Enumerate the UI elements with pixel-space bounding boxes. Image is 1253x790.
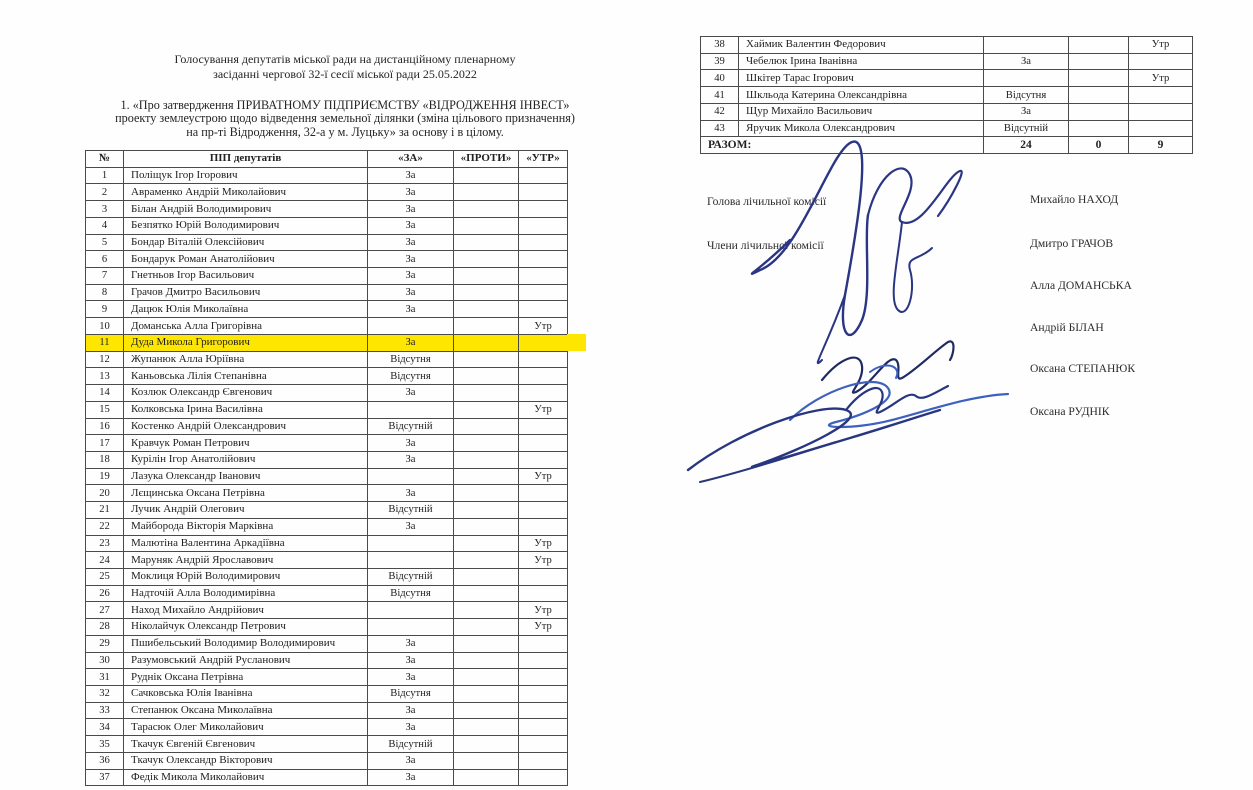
deputy-name-cell: Разумовський Андрій Русланович [124,652,368,669]
vote-utr-cell [519,752,568,769]
vote-za-cell: За [368,451,454,468]
vote-za-cell: За [984,103,1069,120]
vote-za-cell [368,619,454,636]
document-title [85,52,605,81]
vote-proty-cell [454,368,519,385]
vote-za-cell: За [368,752,454,769]
row-number-cell: 14 [86,385,124,402]
deputy-name-cell: Бондар Віталій Олексійович [124,234,368,251]
deputy-name-cell: Шкльода Катерина Олександрівна [739,87,984,104]
deputy-name-cell: Ткачук Євгеній Євгенович [124,736,368,753]
vote-utr-cell [519,167,568,184]
deputy-vote-row [86,217,568,234]
vote-utr-cell: Утр [519,602,568,619]
vote-proty-cell [454,201,519,218]
deputy-name-cell: Ніколайчук Олександр Петрович [124,619,368,636]
deputy-name-cell: Авраменко Андрій Миколайович [124,184,368,201]
row-number-cell: 18 [86,451,124,468]
row-number-cell: 24 [86,552,124,569]
row-number-cell: 13 [86,368,124,385]
deputy-name-cell: Щур Михайло Васильович [739,103,984,120]
row-number-cell: 9 [86,301,124,318]
row-number-cell: 17 [86,435,124,452]
deputy-vote-row [86,769,568,786]
deputy-vote-row [86,385,568,402]
vote-table-header-row [86,151,568,168]
vote-proty-cell [454,769,519,786]
vote-utr-cell [519,635,568,652]
vote-utr-cell [519,418,568,435]
vote-utr-cell [519,719,568,736]
vote-proty-cell [454,284,519,301]
row-number-cell: 33 [86,702,124,719]
signature-name: Алла ДОМАНСЬКА [1030,279,1132,292]
vote-za-cell [368,401,454,418]
vote-proty-cell [454,234,519,251]
row-number-cell: 42 [701,103,739,120]
deputy-vote-row [86,518,568,535]
deputy-name-cell: Дуда Микола Григорович [124,334,368,351]
vote-utr-cell [519,585,568,602]
vote-proty-cell [1069,70,1129,87]
deputy-name-cell: Федік Микола Миколайович [124,769,368,786]
row-number-cell: 35 [86,736,124,753]
deputy-name-cell: Поліщук Ігор Ігорович [124,167,368,184]
vote-proty-cell [1069,37,1129,54]
vote-za-cell: За [368,518,454,535]
vote-utr-cell [519,334,568,351]
vote-utr-cell: Утр [519,552,568,569]
signature-name: Оксана СТЕПАНЮК [1030,362,1136,375]
row-number-cell: 6 [86,251,124,268]
vote-za-cell: За [368,702,454,719]
vote-proty-cell [454,719,519,736]
deputy-vote-row [86,318,568,335]
vote-za-cell: Відсутня [984,87,1069,104]
deputy-name-cell: Білан Андрій Володимирович [124,201,368,218]
vote-proty-cell [454,385,519,402]
vote-proty-cell [454,167,519,184]
vote-za-cell: За [368,167,454,184]
deputy-name-cell: Малютіна Валентина Аркадіївна [124,535,368,552]
deputy-name-cell: Ткачук Олександр Вікторович [124,752,368,769]
deputy-name-cell: Лєщинська Оксана Петрівна [124,485,368,502]
deputy-vote-row [86,619,568,636]
deputy-name-cell: Лазука Олександр Іванович [124,468,368,485]
vote-proty-cell [454,268,519,285]
vote-proty-cell [454,401,519,418]
deputy-name-cell: Яручик Микола Олександрович [739,120,984,137]
vote-proty-cell [454,652,519,669]
vote-proty-cell [454,435,519,452]
highlight-overflow-strip [567,334,586,350]
vote-za-cell: За [368,251,454,268]
vote-utr-cell [519,201,568,218]
deputy-vote-row [86,184,568,201]
row-number-cell: 22 [86,518,124,535]
total-utr-value: 9 [1129,137,1193,154]
row-number-cell: 15 [86,401,124,418]
deputy-name-cell: Хаймик Валентин Федорович [739,37,984,54]
row-number-cell: 38 [701,37,739,54]
vote-utr-cell: Утр [519,535,568,552]
vote-proty-cell [454,502,519,519]
vote-za-cell: За [368,435,454,452]
deputy-vote-row [86,719,568,736]
vote-proty-cell [454,468,519,485]
vote-za-cell [984,70,1069,87]
vote-za-cell: Відсутній [368,502,454,519]
vote-proty-cell [454,334,519,351]
deputy-name-cell: Майборода Вікторія Марківна [124,518,368,535]
signature-name: Андрій БІЛАН [1030,321,1104,334]
vote-proty-cell [454,217,519,234]
vote-proty-cell [454,184,519,201]
vote-za-cell: Відсутня [368,686,454,703]
row-number-cell: 34 [86,719,124,736]
vote-utr-cell [519,702,568,719]
signature-name: Дмитро ГРАЧОВ [1030,237,1114,250]
vote-za-cell: За [368,184,454,201]
vote-proty-cell [454,418,519,435]
row-number-cell: 1 [86,167,124,184]
vote-utr-cell [519,736,568,753]
deputy-name-cell: Тарасюк Олег Миколайович [124,719,368,736]
vote-utr-cell [519,351,568,368]
vote-za-cell [984,37,1069,54]
deputy-vote-row [86,234,568,251]
deputy-name-cell: Чебелюк Ірина Іванівна [739,53,984,70]
deputy-name-cell: Надточій Алла Володимирівна [124,585,368,602]
vote-proty-cell [454,602,519,619]
header-za: «ЗА» [368,151,454,168]
vote-proty-cell [454,752,519,769]
vote-utr-cell [519,518,568,535]
chair-commission-label: Голова лічильної комісії [707,195,827,208]
vote-utr-cell [1129,87,1193,104]
members-commission-label: Члени лічильної комісії [707,239,824,252]
deputy-name-cell: Пшибельський Володимир Володимирович [124,635,368,652]
vote-utr-cell [519,568,568,585]
vote-proty-cell [454,318,519,335]
row-number-cell: 12 [86,351,124,368]
deputy-name-cell: Жупанюк Алла Юріївна [124,351,368,368]
vote-proty-cell [1069,120,1129,137]
vote-za-cell [368,535,454,552]
deputy-name-cell: Каньовська Лілія Степанівна [124,368,368,385]
deputy-vote-row [86,686,568,703]
totals-label: РАЗОМ: [701,137,984,154]
row-number-cell: 43 [701,120,739,137]
vote-za-cell [368,552,454,569]
vote-za-cell: За [368,268,454,285]
vote-proty-cell [454,518,519,535]
vote-za-cell: Відсутня [368,351,454,368]
agenda-item-text [73,99,617,139]
vote-proty-cell [454,702,519,719]
deputy-vote-row [86,334,568,351]
deputy-vote-row [86,752,568,769]
deputy-vote-row [86,418,568,435]
vote-utr-cell [519,301,568,318]
deputy-vote-row [86,201,568,218]
deputy-vote-row [86,702,568,719]
deputy-vote-row [86,552,568,569]
vote-za-cell: Відсутня [368,368,454,385]
deputy-name-cell: Лучик Андрій Олегович [124,502,368,519]
deputy-vote-row [86,435,568,452]
deputy-vote-row [86,485,568,502]
deputy-name-cell: Козлюк Олександр Євгенович [124,385,368,402]
total-proty-value: 0 [1069,137,1129,154]
deputy-vote-row [86,251,568,268]
subject-line: проекту землеустрою щодо відведення земельної ділянки (зміна цільового призначення) [115,111,575,126]
vote-za-cell: За [368,485,454,502]
deputy-vote-row [86,167,568,184]
deputy-vote-row [701,53,1193,70]
vote-za-cell: Відсутній [368,568,454,585]
deputy-name-cell: Грачов Дмитро Васильович [124,284,368,301]
row-number-cell: 11 [86,334,124,351]
vote-proty-cell [1069,87,1129,104]
row-number-cell: 10 [86,318,124,335]
vote-za-cell: За [368,201,454,218]
vote-utr-cell [519,251,568,268]
vote-utr-cell: Утр [1129,37,1193,54]
row-number-cell: 37 [86,769,124,786]
vote-za-cell: За [368,719,454,736]
deputy-vote-row [86,568,568,585]
vote-utr-cell: Утр [519,318,568,335]
deputy-name-cell: Курілін Ігор Анатолійович [124,451,368,468]
vote-utr-cell: Утр [519,401,568,418]
row-number-cell: 41 [701,87,739,104]
vote-table-page1 [85,150,568,786]
deputy-vote-row [86,669,568,686]
row-number-cell: 36 [86,752,124,769]
vote-utr-cell [519,669,568,686]
vote-utr-cell [519,451,568,468]
vote-utr-cell [519,284,568,301]
vote-utr-cell [519,268,568,285]
header-deputy-name: ПІП депутатів [124,151,368,168]
vote-za-cell: За [368,385,454,402]
signature-ink-scribbles [640,120,1040,500]
row-number-cell: 2 [86,184,124,201]
row-number-cell: 31 [86,669,124,686]
deputy-name-cell: Колковська Ірина Василівна [124,401,368,418]
row-number-cell: 39 [701,53,739,70]
vote-proty-cell [454,619,519,636]
vote-utr-cell [519,368,568,385]
vote-proty-cell [454,485,519,502]
row-number-cell: 16 [86,418,124,435]
vote-za-cell: За [368,635,454,652]
deputy-vote-row [701,87,1193,104]
vote-utr-cell [519,217,568,234]
vote-proty-cell [454,351,519,368]
vote-za-cell: Відсутній [368,418,454,435]
vote-utr-cell [1129,103,1193,120]
signature-name: Оксана РУДНІК [1030,405,1110,418]
vote-za-cell: Відсутній [984,120,1069,137]
vote-za-cell: За [368,669,454,686]
vote-proty-cell [454,568,519,585]
deputy-vote-row [86,535,568,552]
deputy-vote-row [86,401,568,418]
deputy-name-cell: Сачковська Юлія Іванівна [124,686,368,703]
deputy-name-cell: Бондарук Роман Анатолійович [124,251,368,268]
vote-proty-cell [454,736,519,753]
vote-za-cell: За [368,284,454,301]
vote-proty-cell [454,301,519,318]
row-number-cell: 30 [86,652,124,669]
vote-za-cell: Відсутня [368,585,454,602]
deputy-vote-row [86,468,568,485]
row-number-cell: 28 [86,619,124,636]
vote-utr-cell: Утр [1129,70,1193,87]
vote-proty-cell [454,669,519,686]
vote-proty-cell [454,251,519,268]
deputy-vote-row [701,70,1193,87]
vote-za-cell [368,318,454,335]
row-number-cell: 4 [86,217,124,234]
deputy-name-cell: Моклиця Юрій Володимирович [124,568,368,585]
vote-utr-cell [519,385,568,402]
deputy-vote-row [86,368,568,385]
vote-utr-cell [1129,120,1193,137]
vote-za-cell: За [368,301,454,318]
vote-proty-cell [454,552,519,569]
deputy-name-cell: Маруняк Андрій Ярославович [124,552,368,569]
vote-proty-cell [1069,103,1129,120]
deputy-vote-row [86,736,568,753]
vote-proty-cell [454,635,519,652]
deputy-vote-row [86,268,568,285]
vote-utr-cell: Утр [519,619,568,636]
title-line: Голосування депутатів міської ради на дистанційному пленарному [174,52,516,66]
row-number-cell: 40 [701,70,739,87]
header-number: № [86,151,124,168]
deputy-name-cell: Костенко Андрій Олександрович [124,418,368,435]
deputy-name-cell: Дацюк Юлія Миколаївна [124,301,368,318]
row-number-cell: 5 [86,234,124,251]
deputy-name-cell: Шкітер Тарас Ігорович [739,70,984,87]
deputy-vote-row [86,301,568,318]
vote-utr-cell [519,184,568,201]
subject-line: 1. «Про затвердження ПРИВАТНОМУ ПІДПРИЄМСТВУ «ВІДРОДЖЕННЯ ІНВЕСТ» [120,98,570,112]
vote-proty-cell [454,535,519,552]
deputy-name-cell: Степанюк Оксана Миколаївна [124,702,368,719]
header-utr: «УТР» [519,151,568,168]
vote-za-cell: За [368,234,454,251]
row-number-cell: 32 [86,686,124,703]
vote-za-cell [368,602,454,619]
row-number-cell: 19 [86,468,124,485]
vote-proty-cell [454,451,519,468]
vote-utr-cell [519,769,568,786]
vote-za-cell: За [368,769,454,786]
deputy-vote-row [86,502,568,519]
title-line: засіданні чергової 32-ї сесії міської ради 25.05.2022 [213,66,477,81]
deputy-vote-row [701,37,1193,54]
deputy-name-cell: Наход Михайло Андрійович [124,602,368,619]
deputy-vote-row [86,585,568,602]
vote-za-cell: За [368,652,454,669]
vote-utr-cell: Утр [519,468,568,485]
vote-za-cell: Відсутній [368,736,454,753]
deputy-vote-row [701,103,1193,120]
deputy-vote-row [86,351,568,368]
deputy-vote-row [86,451,568,468]
vote-utr-cell [519,502,568,519]
row-number-cell: 3 [86,201,124,218]
row-number-cell: 21 [86,502,124,519]
vote-proty-cell [454,686,519,703]
vote-za-cell: За [984,53,1069,70]
row-number-cell: 25 [86,568,124,585]
deputy-name-cell: Гнетньов Ігор Васильович [124,268,368,285]
vote-za-cell: За [368,334,454,351]
vote-utr-cell [519,485,568,502]
vote-utr-cell [519,652,568,669]
vote-proty-cell [1069,53,1129,70]
subject-line: на пр-ті Відродження, 32-а у м. Луцьку» за основу і в цілому. [186,124,504,139]
row-number-cell: 27 [86,602,124,619]
vote-utr-cell [519,686,568,703]
deputy-vote-row [86,602,568,619]
vote-utr-cell [519,234,568,251]
header-proty: «ПРОТИ» [454,151,519,168]
row-number-cell: 20 [86,485,124,502]
deputy-vote-row [86,635,568,652]
deputy-vote-row [86,652,568,669]
vote-utr-cell [519,435,568,452]
deputy-name-cell: Доманська Алла Григорівна [124,318,368,335]
deputy-vote-row [86,284,568,301]
deputy-name-cell: Безпятко Юрій Володимирович [124,217,368,234]
signature-name: Михайло НАХОД [1030,193,1119,206]
row-number-cell: 23 [86,535,124,552]
vote-za-cell [368,468,454,485]
vote-proty-cell [454,585,519,602]
row-number-cell: 29 [86,635,124,652]
row-number-cell: 26 [86,585,124,602]
deputy-name-cell: Руднік Оксана Петрівна [124,669,368,686]
total-za-value: 24 [984,137,1069,154]
row-number-cell: 7 [86,268,124,285]
vote-za-cell: За [368,217,454,234]
row-number-cell: 8 [86,284,124,301]
deputy-name-cell: Кравчук Роман Петрович [124,435,368,452]
vote-utr-cell [1129,53,1193,70]
